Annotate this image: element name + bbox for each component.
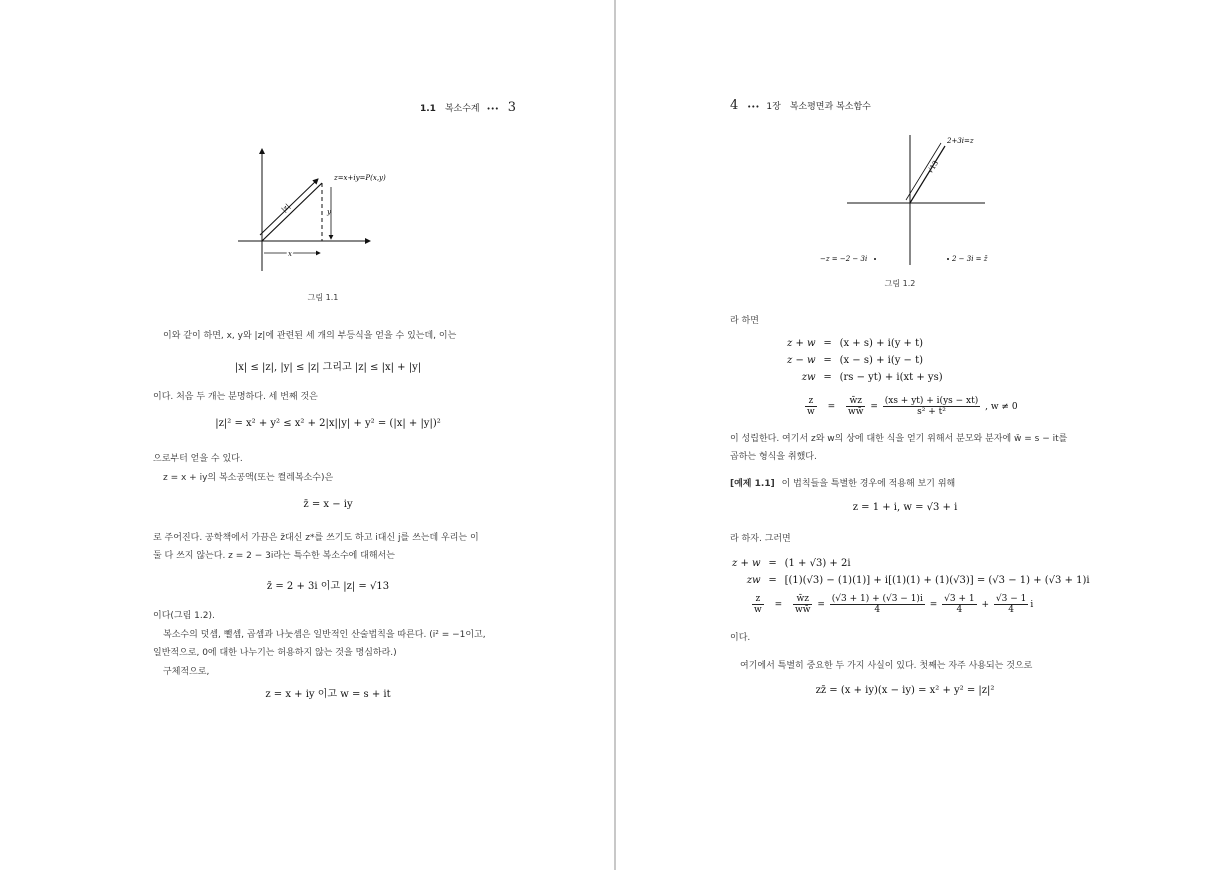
paragraph: 라 하면 (730, 316, 759, 326)
eq-lhs: z + w (732, 558, 761, 569)
section-title: 복소수계 (444, 104, 480, 114)
eq-lhs: z + w (787, 338, 816, 349)
paragraph: 둘 다 쓰지 않는다. z = 2 − 3i라는 특수한 복소수에 대해서는 (153, 551, 395, 561)
neg-z-label: −z = −2 − 3i (820, 255, 868, 263)
right-page (617, 0, 1232, 870)
vector-z (910, 146, 945, 203)
eq-rhs: [(1)(√3) − (1)(1)] + i[(1)(1) + (1)(√3)] = (√3 − 1) + (√3 + 1)i (784, 575, 1090, 586)
paragraph: 이다. (730, 633, 751, 643)
running-header (420, 100, 516, 115)
eq-sign: = (823, 372, 832, 383)
neg-z-point (874, 258, 876, 260)
eq-sign: = (823, 338, 832, 349)
fraction: $\frac{√3 - 1}{4}$ (995, 594, 1027, 615)
figure-caption: 그림 1.2 (884, 279, 916, 288)
paragraph: 여기에서 특별히 중요한 두 가지 사실이 있다. 첫째는 자주 사용되는 것으로 (740, 661, 1033, 671)
equation: z̄ = x − iy (303, 499, 353, 510)
eq-sign: = (768, 575, 777, 586)
modulus-line (906, 143, 941, 200)
eq-sign: = (768, 558, 777, 569)
figure-caption: 그림 1.1 (307, 293, 339, 302)
eq-sign: = (823, 355, 832, 366)
page-number: 3 (507, 100, 517, 115)
vector-z (262, 183, 322, 241)
paragraph: 이다. 처음 두 개는 분명하다. 세 번째 것은 (153, 392, 318, 402)
paragraph: 로 주어진다. 공학책에서 가끔은 z̄대신 z*를 쓰기도 하고 i대신 j를 쓰는데 우리는 이 (153, 533, 479, 543)
paragraph: 복소수의 덧셈, 뺄셈, 곱셈과 나눗셈은 일반적인 산술법칙을 따른다. (i² = −1이고, (163, 630, 486, 640)
paragraph: 곱하는 형식을 취했다. (730, 452, 817, 462)
fraction: $\frac{(√3 + 1) + (√3 - 1)i}{4}$ (831, 594, 923, 615)
paragraph: 이다(그림 1.2). (153, 611, 215, 621)
page-number: 4 (730, 98, 739, 113)
fraction: $\frac{z}{w}$ (807, 396, 815, 417)
left-page (0, 0, 615, 870)
equation: z̄ = 2 + 3i 이고 |z| = √13 (266, 581, 390, 592)
y-label: y (327, 208, 331, 216)
example-text: 이 법칙들을 특별한 경우에 적용해 보기 위해 (781, 479, 956, 489)
example-line (730, 476, 955, 489)
x-label: x (288, 250, 292, 258)
equation: zz̄ = (x + iy)(x − iy) = x² + y² = |z|² (815, 685, 995, 696)
section-number: 1.1 (420, 104, 436, 114)
equation: z = 1 + i, w = √3 + i (852, 502, 958, 513)
fraction: $\frac{z}{w}$ (754, 594, 762, 615)
paragraph: z = x + iy의 복소공액(또는 켤레복소수)은 (163, 473, 334, 483)
header-marker: ••• (486, 105, 499, 113)
equation: z = x + iy 이고 w = s + it (265, 689, 391, 700)
equation: |x| ≤ |z|, |y| ≤ |z| 그리고 |z| ≤ |x| + |y| (234, 362, 422, 373)
equation-fraction: $\frac{z}{w}$ = $\frac{w̄z}{ww̄}$ = $\frac{(√3 + 1) + (√3 - 1)i}{4}$ = $\frac{√3 + 1}{4}$ + $\frac{√3 - 1}{4}$ i (754, 594, 1034, 615)
equation-fraction: $\frac{z}{w}$ = $\frac{w̄z}{ww̄}$ = $\frac{(xs + yt) + i(ys - xt)}{\text{s² + t²}}$ , w ≠ 0 (807, 396, 1018, 417)
paragraph: 일반적으로, 0에 대한 나누기는 허용하지 않는 것을 명심하라.) (153, 648, 397, 658)
z-point-label: 2+3i=z (947, 137, 974, 145)
point-label: z=x+iy=P(x,y) (334, 174, 386, 182)
paragraph: 라 하자. 그러면 (730, 534, 791, 544)
paragraph: 구체적으로, (163, 667, 210, 677)
example-label: [예제 1.1] (730, 479, 775, 489)
chapter-title: 복소평면과 복소함수 (789, 102, 871, 112)
paragraph: 이 성립한다. 여기서 z와 w의 상에 대한 식을 얻기 위해서 분모와 분자에 w̄ = s − it를 (730, 434, 1068, 444)
figure-1-1 (230, 145, 430, 280)
fraction: $\frac{(xs + yt) + i(ys - xt)}{\text{s² + t²}}$ (884, 396, 979, 417)
paragraph: 이와 같이 하면, x, y와 |z|에 관련된 세 개의 부등식을 얻을 수 있는데, 이는 (163, 331, 457, 341)
eq-lhs: zw (801, 372, 816, 383)
eq-lhs: z − w (787, 355, 816, 366)
eq-rhs: (x − s) + i(y − t) (839, 355, 924, 366)
eq-lhs: zw (746, 575, 761, 586)
equation-array (787, 338, 943, 383)
fraction: $\frac{w̄z}{ww̄}$ (848, 396, 864, 417)
running-header (730, 98, 871, 113)
conj-label: 2 − 3i = z̄ (952, 255, 988, 263)
figure-1-2 (817, 130, 1002, 270)
eq-rhs: (1 + √3) + 2i (784, 558, 851, 569)
modulus-label: |z| (280, 202, 292, 214)
paragraph: 으로부터 얻을 수 있다. (153, 454, 243, 464)
fraction: $\frac{w̄z}{ww̄}$ (795, 594, 811, 615)
conj-point (947, 258, 949, 260)
eq-rhs: (rs − yt) + i(xt + ys) (839, 372, 943, 383)
fraction: $\frac{√3 + 1}{4}$ (944, 594, 975, 615)
header-marker: ••• (747, 103, 760, 111)
modulus-label: √13 (926, 159, 941, 175)
chapter-label: 1장 (766, 102, 781, 112)
equation-array (732, 558, 1090, 586)
equation: |z|² = x² + y² ≤ x² + 2|x||y| + y² = (|x| + |y|)² (215, 418, 441, 429)
eq-rhs: (x + s) + i(y + t) (839, 338, 924, 349)
